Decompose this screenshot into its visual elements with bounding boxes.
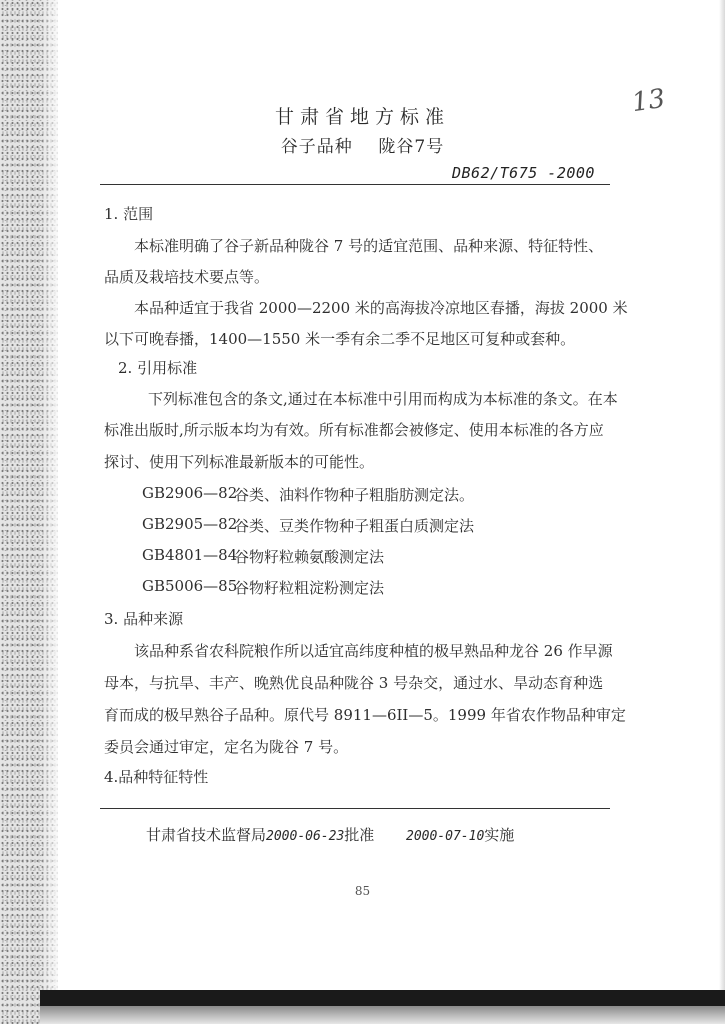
paragraph-line: 下列标准包含的条文,通过在本标准中引用而构成为本标准的条文。在本	[148, 390, 618, 408]
implementation-line	[406, 824, 514, 845]
reference-code: GB2906—82	[142, 484, 238, 502]
approve-label: 批准	[344, 826, 375, 844]
paragraph-line: 委员会通过审定，定名为陇谷 7 号。	[104, 738, 349, 756]
reference-code: GB2905—82	[142, 515, 238, 533]
header-rule	[100, 184, 610, 185]
approver-name: 甘肃省技术监督局	[146, 826, 267, 844]
standard-code: DB62/T675 -2000	[452, 164, 595, 182]
footer-rule	[100, 808, 610, 809]
paragraph-line: 标准出版时,所示版本均为有效。所有标准都会被修定、使用本标准的各方应	[104, 421, 604, 439]
paragraph-line: 本品种适宜于我省 2000—2200 米的高海拔冷凉地区春播，海拔 2000 米	[134, 299, 628, 317]
paragraph-line: 探讨、使用下列标准最新版本的可能性。	[104, 453, 375, 471]
paragraph-line: 本标准明确了谷子新品种陇谷 7 号的适宜范围、品种来源、特征特性、	[134, 237, 604, 255]
handwritten-page-mark: 13	[630, 83, 668, 119]
reference-title: 谷物籽粒赖氨酸测定法	[234, 548, 385, 566]
section-heading-traits: 4.品种特征特性	[104, 768, 209, 786]
paragraph-line: 品质及栽培技术要点等。	[104, 268, 270, 286]
scan-bottom-bar	[40, 990, 725, 1006]
section-heading-references: 2. 引用标准	[118, 359, 198, 377]
paragraph-line: 母本，与抗旱、丰产、晚熟优良品种陇谷 3 号杂交，通过水、旱动态育种选	[104, 674, 604, 692]
paragraph-line: 以下可晚春播，1400—1550 米一季有余二季不足地区可复种或套种。	[104, 330, 576, 348]
section-heading-scope: 1. 范围	[104, 205, 154, 223]
paragraph-line: 育而成的极早熟谷子品种。原代号 8911—6II—5。1999 年省农作物品种审定	[104, 706, 626, 724]
document-title: 甘肃省地方标准	[274, 106, 450, 128]
scan-bottom-shade	[40, 1006, 725, 1024]
approval-line	[146, 824, 374, 845]
document-subtitle: 谷子品种 陇谷7号	[280, 137, 445, 157]
implement-date: 2000-07-10	[406, 829, 485, 844]
reference-title: 谷类、油料作物种子粗脂肪测定法。	[234, 486, 475, 504]
paragraph-line: 该品种系省农科院粮作所以适宜高纬度种植的极早熟品种龙谷 26 作早源	[134, 642, 613, 660]
reference-title: 谷物籽粒粗淀粉测定法	[234, 579, 385, 597]
approve-date: 2000-06-23	[266, 829, 345, 844]
reference-code: GB5006—85	[142, 577, 238, 595]
reference-title: 谷类、豆类作物种子粗蛋白质测定法	[234, 517, 475, 535]
section-heading-origin: 3. 品种来源	[104, 610, 184, 628]
reference-code: GB4801—84	[142, 546, 238, 564]
implement-label: 实施	[484, 826, 515, 844]
page-number: 85	[354, 884, 371, 898]
